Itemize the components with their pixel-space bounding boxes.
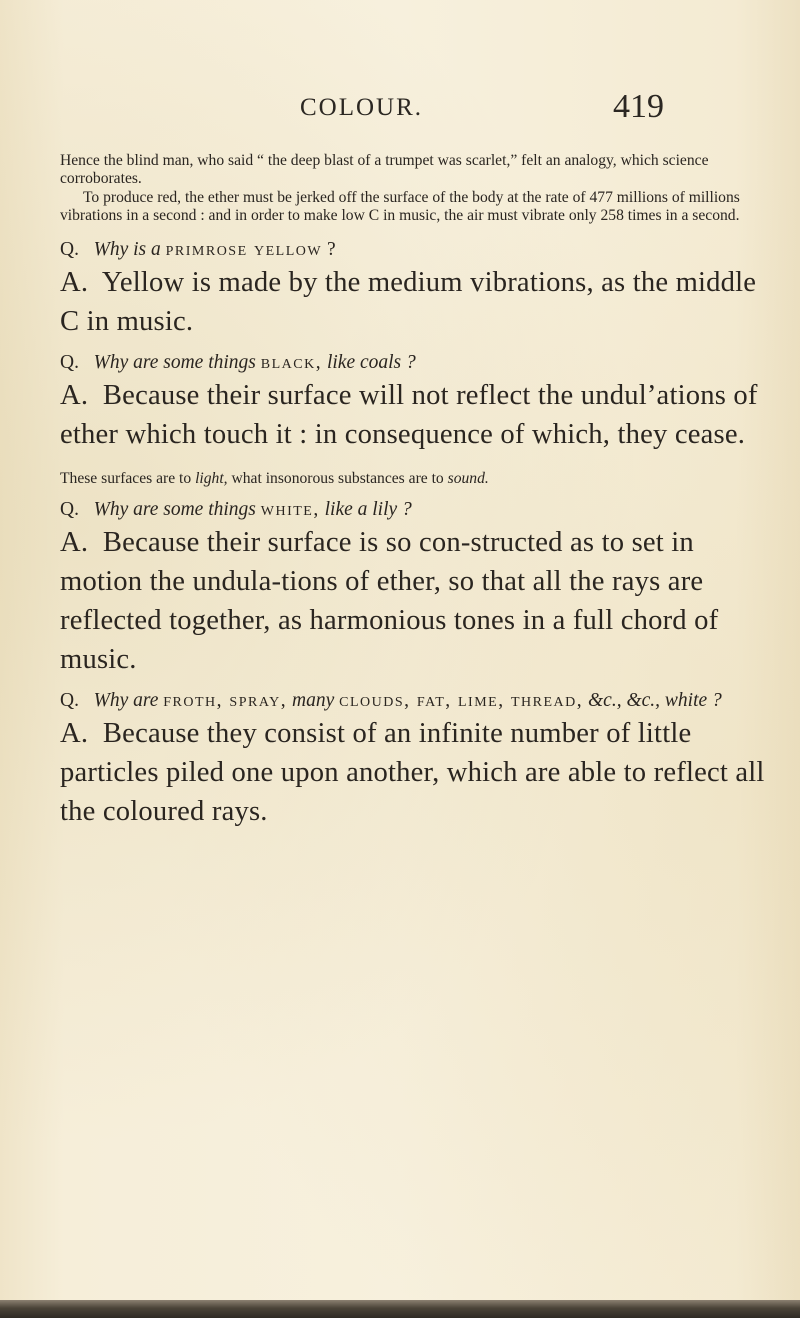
answer-text: Because their surface is so con-structed as to set in motion the undula-tions of ether, so that all the rays are reflected together, as harmonious tones in a full chord of music.: [60, 527, 719, 676]
answer-white: [60, 523, 772, 679]
question-end: like a lily ?: [324, 499, 412, 521]
question-label: Q.: [60, 238, 79, 260]
question-text: Why are: [93, 690, 159, 712]
answer-label: A.: [60, 379, 89, 411]
question-label: Q.: [60, 351, 79, 373]
question-text: Why is a: [93, 238, 161, 260]
question-white: [60, 498, 772, 522]
question-many: many: [292, 690, 335, 712]
note-italic-sound: sound.: [447, 469, 489, 487]
answer-text: Because their surface will not reflect the undul’ations of ether which touch it : in consequence of which, they cease.: [60, 379, 758, 450]
body-text: [60, 152, 772, 831]
answer-primrose: [60, 263, 772, 341]
question-end: ?: [327, 238, 336, 260]
question-term: primrose yellow: [165, 238, 323, 260]
note-text-2: what insonorous substances are to: [231, 469, 444, 487]
question-black: [60, 351, 772, 375]
answer-froth: [60, 714, 772, 831]
running-head-title: COLOUR.: [300, 94, 424, 121]
question-terms-2: clouds, fat, lime, thread,: [339, 690, 584, 712]
answer-text: Yellow is made by the medium vibrations, as the middle C in music.: [60, 266, 757, 337]
question-text: Why are some things: [93, 351, 256, 373]
running-head: [0, 88, 800, 128]
note-text: These surfaces are to: [60, 469, 192, 487]
question-label: Q.: [60, 499, 79, 521]
question-term: black,: [260, 351, 323, 373]
question-primrose: [60, 238, 772, 262]
answer-black: [60, 376, 772, 454]
page-bottom-edge: [0, 1300, 800, 1318]
question-term: white,: [260, 499, 320, 521]
page-number: 419: [613, 88, 664, 125]
note-italic-light: light,: [195, 469, 228, 487]
answer-label: A.: [60, 718, 89, 750]
intro-paragraph-1: Hence the blind man, who said “ the deep blast of a trumpet was scarlet,” felt an analogy, which science corroborates.: [60, 152, 709, 188]
question-froth: [60, 689, 772, 713]
answer-label: A.: [60, 527, 89, 559]
intro-paragraph-2: To produce red, the ether must be jerked off the surface of the body at the rate of 477 millions of millions vibrations in a second : and in order to make low C in music, the air must vibrate only 258 times in a second.: [60, 188, 740, 225]
question-terms-1: froth, spray,: [163, 690, 288, 712]
answer-text: Because they consist of an infinite number of little particles piled one upon another, which are able to reflect all the coloured rays.: [60, 718, 765, 828]
note-paragraph: [60, 470, 772, 488]
question-label: Q.: [60, 690, 79, 712]
question-end: like coals ?: [326, 351, 416, 373]
question-end: &c., &c., white ?: [588, 690, 722, 712]
question-text: Why are some things: [93, 499, 256, 521]
answer-label: A.: [60, 266, 89, 298]
